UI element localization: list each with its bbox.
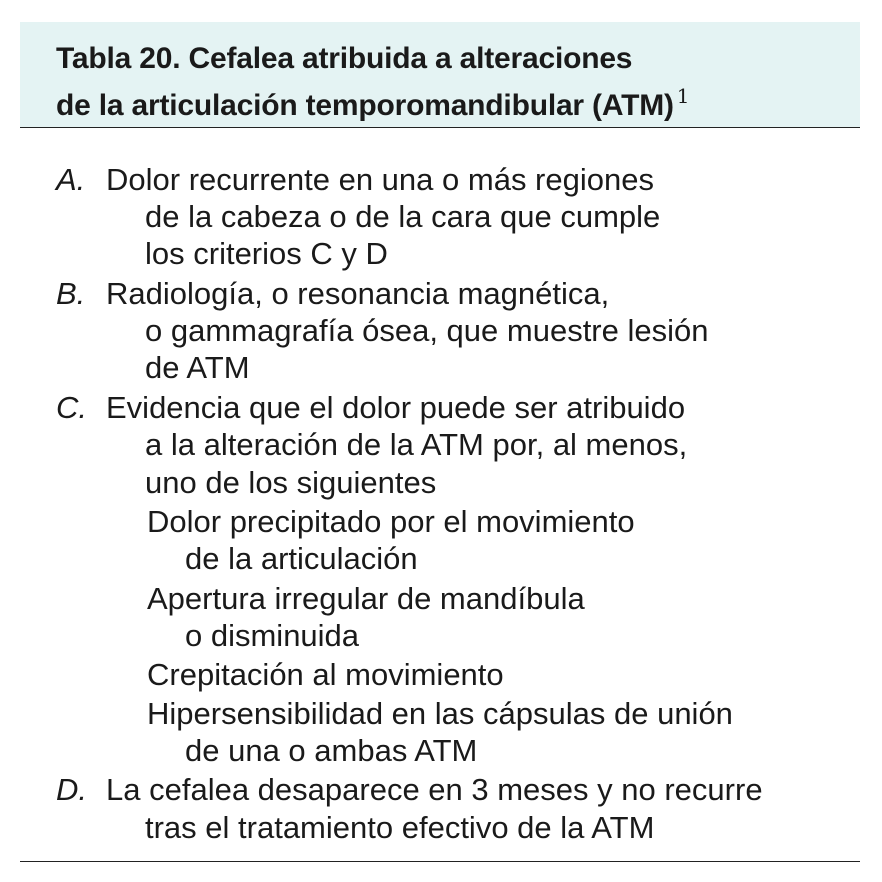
criterion-a-line: los criterios C y D <box>145 236 388 271</box>
criterion-c-line: uno de los siguientes <box>145 465 437 500</box>
criterion-d-line: tras el tratamiento efectivo de la ATM <box>145 810 655 845</box>
table-header <box>20 22 860 128</box>
criterion-a-line: Dolor recurrente en una o más regiones <box>106 162 654 197</box>
criterion-a-letter: A. <box>56 162 86 197</box>
criterion-c-line: Evidencia que el dolor puede ser atribuido <box>106 390 686 425</box>
table-title-line-1: Tabla 20. Cefalea atribuida a alteraciones <box>56 42 633 75</box>
criterion-c-letter: C. <box>56 390 87 425</box>
criterion-c-subitem-continuation: de la articulación <box>185 541 418 576</box>
criterion-c-subitem: Apertura irregular de mandíbula <box>147 581 585 616</box>
criterion-c-subitem: Hipersensibilidad en las cápsulas de unión <box>147 696 733 731</box>
criterion-b-line: o gammagrafía ósea, que muestre lesión <box>145 313 709 348</box>
criterion-c-subitem: Dolor precipitado por el movimiento <box>147 504 635 539</box>
table-title-text: de la articulación temporomandibular (ATM) <box>56 89 674 122</box>
criterion-c-subitem-continuation: o disminuida <box>185 618 360 653</box>
table-title-line-2 <box>56 79 689 123</box>
criterion-b-line: de ATM <box>145 350 250 385</box>
criterion-b-line: Radiología, o resonancia magnética, <box>106 276 610 311</box>
criterion-c-subitem-continuation: de una o ambas ATM <box>185 733 478 768</box>
reference-superscript: 1 <box>676 84 690 108</box>
table-bottom-rule <box>20 861 860 862</box>
criterion-b-letter: B. <box>56 276 86 311</box>
criterion-a-line: de la cabeza o de la cara que cumple <box>145 199 661 234</box>
criterion-c-line: a la alteración de la ATM por, al menos, <box>145 427 688 462</box>
criterion-d-letter: D. <box>56 772 87 807</box>
criterion-c-subitem: Crepitación al movimiento <box>147 657 504 692</box>
criterion-d-line: La cefalea desaparece en 3 meses y no recurre <box>106 772 763 807</box>
